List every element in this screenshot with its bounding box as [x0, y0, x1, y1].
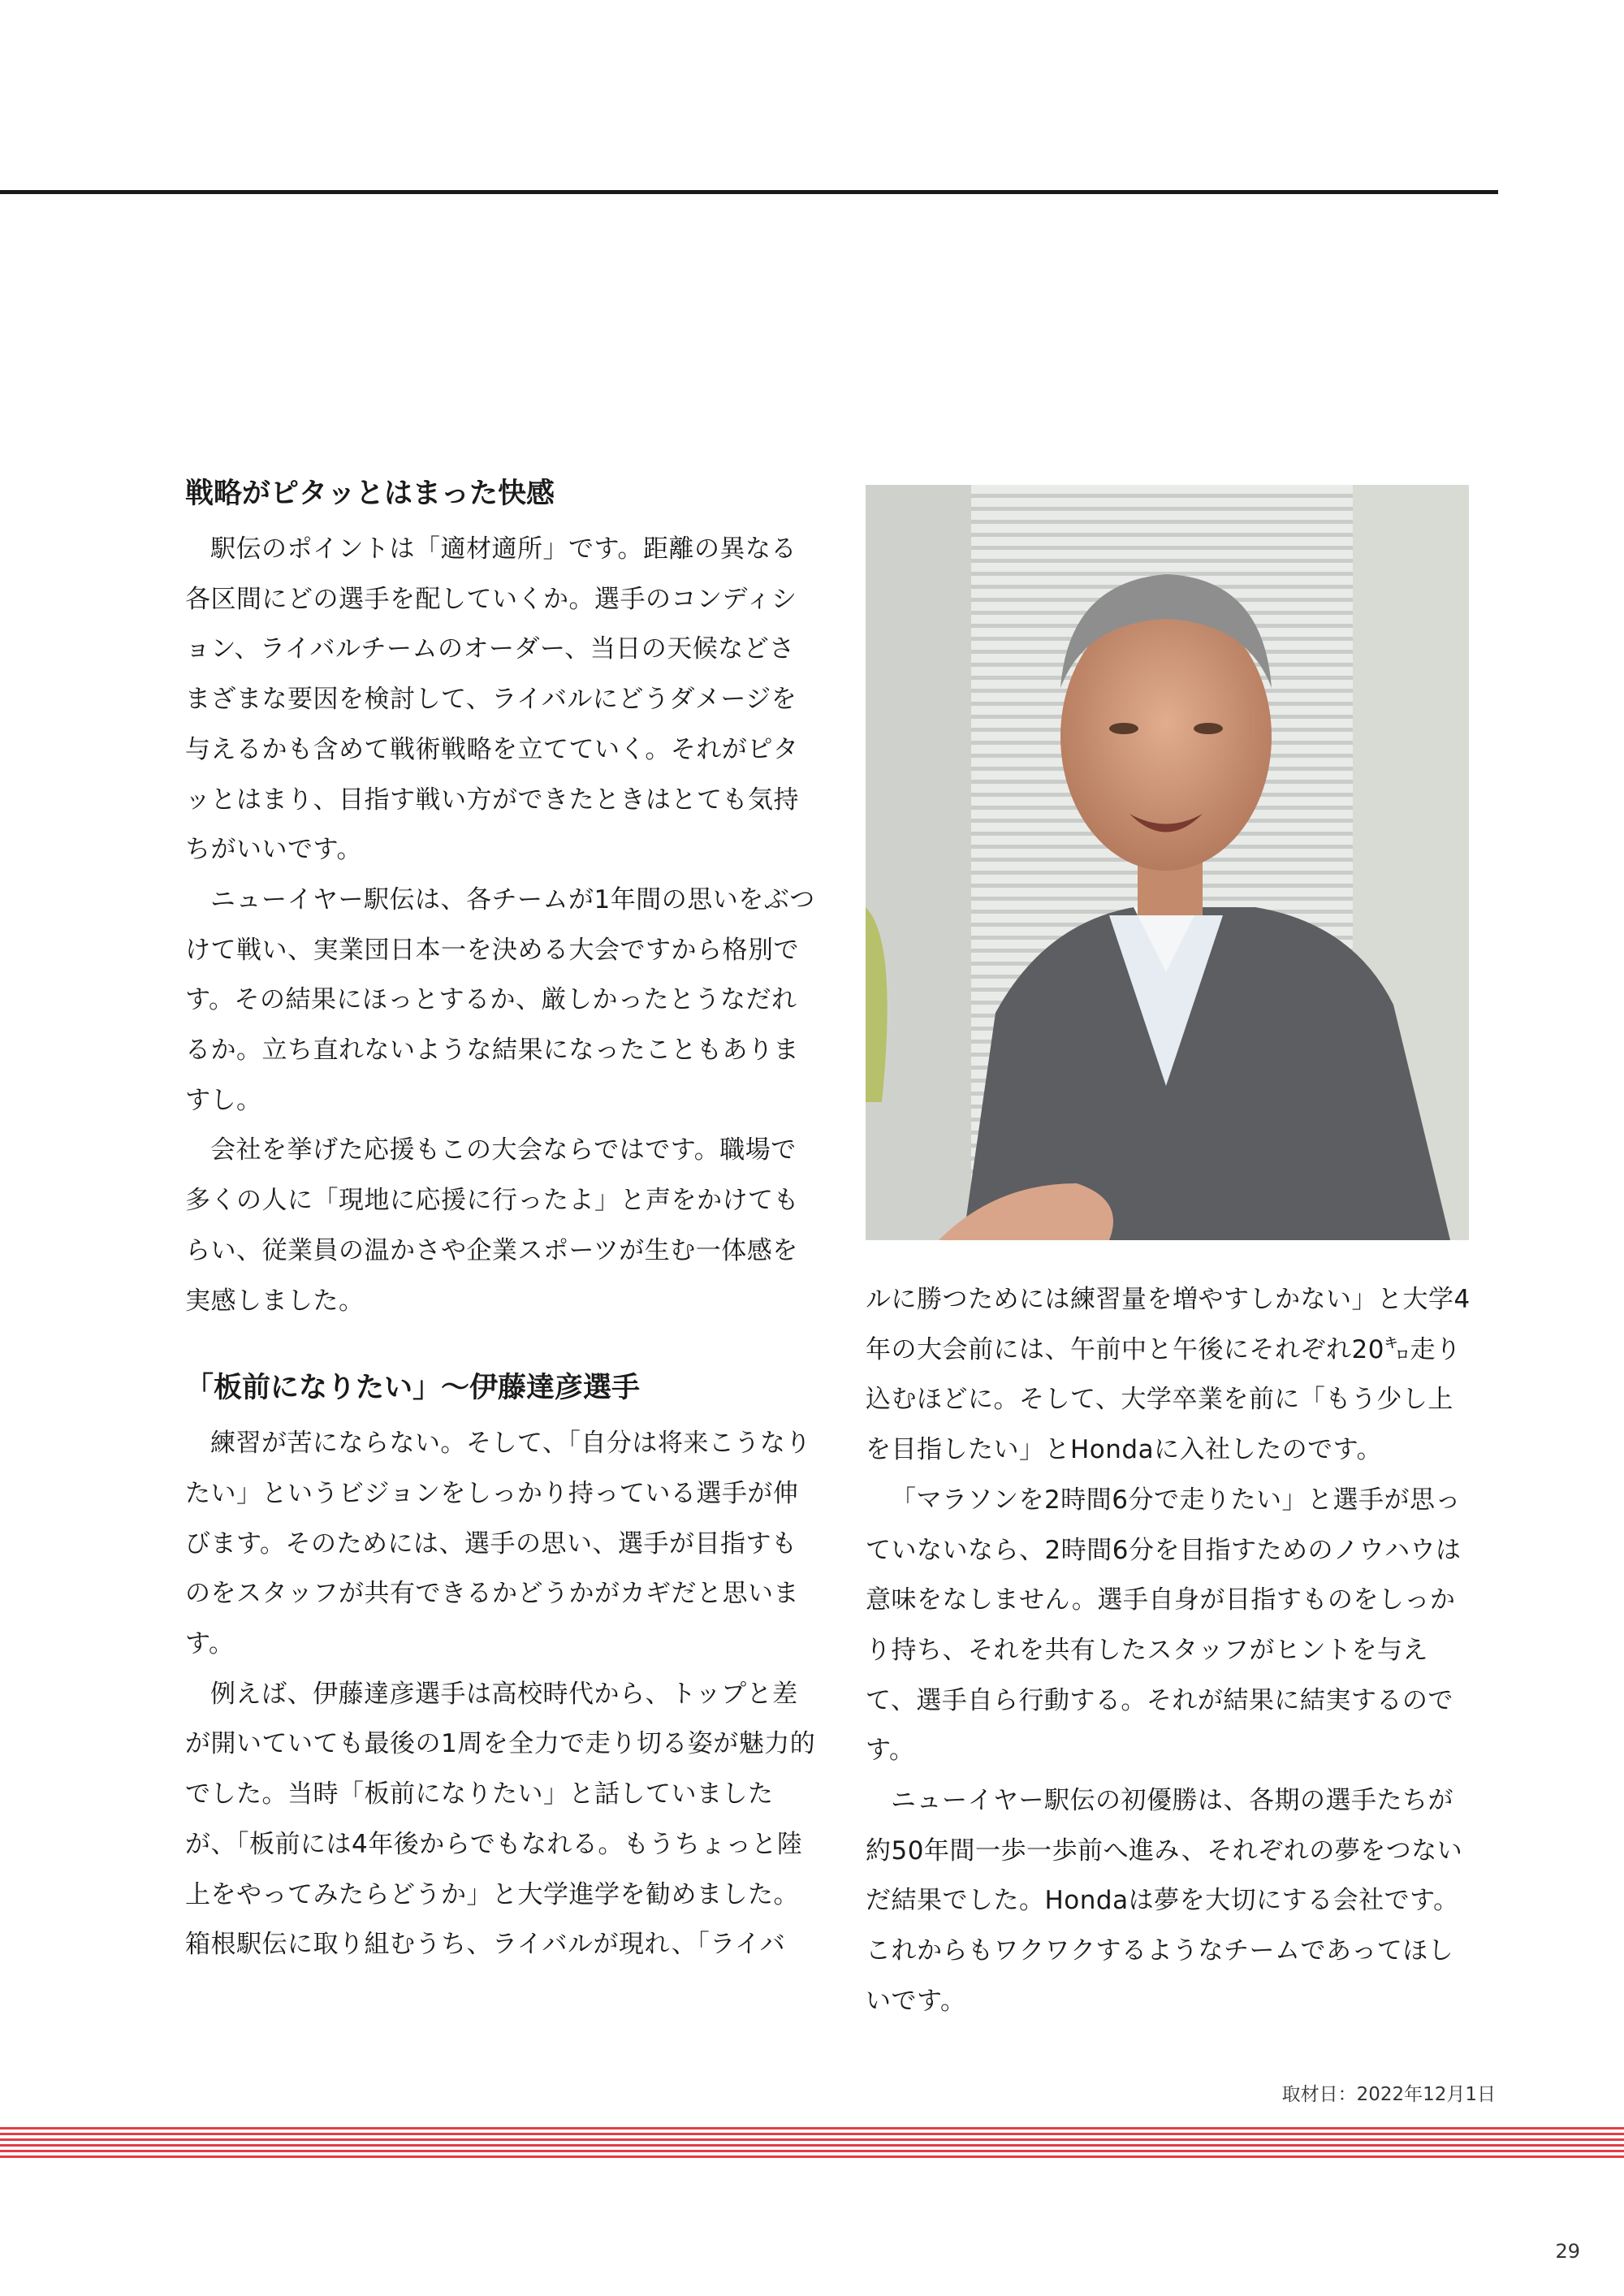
red-line [0, 2144, 1624, 2147]
red-line [0, 2127, 1624, 2130]
red-line [0, 2155, 1624, 2158]
interview-photo [866, 485, 1469, 1240]
paragraph: ニューイヤー駅伝の初優勝は、各期の選手たちが約50年間一歩一歩前へ進み、それぞれの夢をつないだ結果でした。Hondaは夢を大切にする会社です。これからもワクワクするようなチームであってほしいです。 [866, 1786, 1463, 2016]
paragraph: 駅伝のポイントは「適材適所」です。距離の異なる各区間にどの選手を配していくか。選手のコンディション、ライバルチームのオーダー、当日の天候などさまざまな要因を検討して、ライバルにどうダメージを与えるかも含めて戦術戦略を立てていく。それがピタッとはまり、目指す戦い方ができたときはとても気持ちがいいです。 [185, 534, 799, 865]
top-rule [0, 190, 1498, 194]
paragraph: 会社を挙げた応援もこの大会ならではです。職場で多くの人に「現地に応援に行ったよ」と声をかけてもらい、従業員の温かさや企業スポーツが生む一体感を実感しました。 [185, 1135, 799, 1316]
red-line [0, 2138, 1624, 2141]
interview-date: 取材日：2022年12月1日 [1281, 2084, 1496, 2105]
paragraph: 例えば、伊藤達彦選手は高校時代から、トップと差が開いていても最後の1周を全力で走り切る姿が魅力的でした。当時「板前になりたい」と話していましたが、「板前には4年後からでもなれる。もうちょっと陸上をやってみたらどうか」と大学進学を勧めました。箱根駅伝に取り組むうち、ライバルが現れ、「ライバ [185, 1679, 816, 1960]
red-line [0, 2150, 1624, 2152]
section-heading-strategy: 戦略がピタッとはまった快感 [185, 478, 555, 510]
paragraph: 練習が苦にならない。そして、「自分は将来こうなりたい」というビジョンをしっかり持っている選手が伸びます。そのためには、選手の思い、選手が目指すものをスタッフが共有できるかどうかがカギだと思います。 [185, 1429, 811, 1659]
right-column [866, 1275, 1473, 2027]
section-heading-ito: 「板前になりたい」〜伊藤達彦選手 [185, 1372, 641, 1405]
footer-red-lines [0, 2127, 1624, 2161]
portrait-image [866, 485, 1469, 1240]
paragraph: 「マラソンを2時間6分で走りたい」と選手が思っていないなら、2時間6分を目指すためのノウハウは意味をなしません。選手自身が目指すものをしっかり持ち、それを共有したスタッフがヒントを与えて、選手自ら行動する。それが結果に結実するのです。 [866, 1485, 1462, 1766]
left-column [185, 469, 818, 1970]
paragraph-continuation: ルに勝つためには練習量を増やすしかない」と大学4年の大会前には、午前中と午後にそれぞれ20㌔走り込むほどに。そして、大学卒業を前に「もう少し上を目指したい」とHondaに入社したのです。 [866, 1285, 1471, 1465]
paragraph: ニューイヤー駅伝は、各チームが1年間の思いをぶつけて戦い、実業団日本一を決める大会ですから格別です。その結果にほっとするか、厳しかったとうなだれるか。立ち直れないような結果になったこともありますし。 [185, 884, 815, 1115]
page-number: 29 [1555, 2240, 1580, 2263]
red-line [0, 2133, 1624, 2135]
